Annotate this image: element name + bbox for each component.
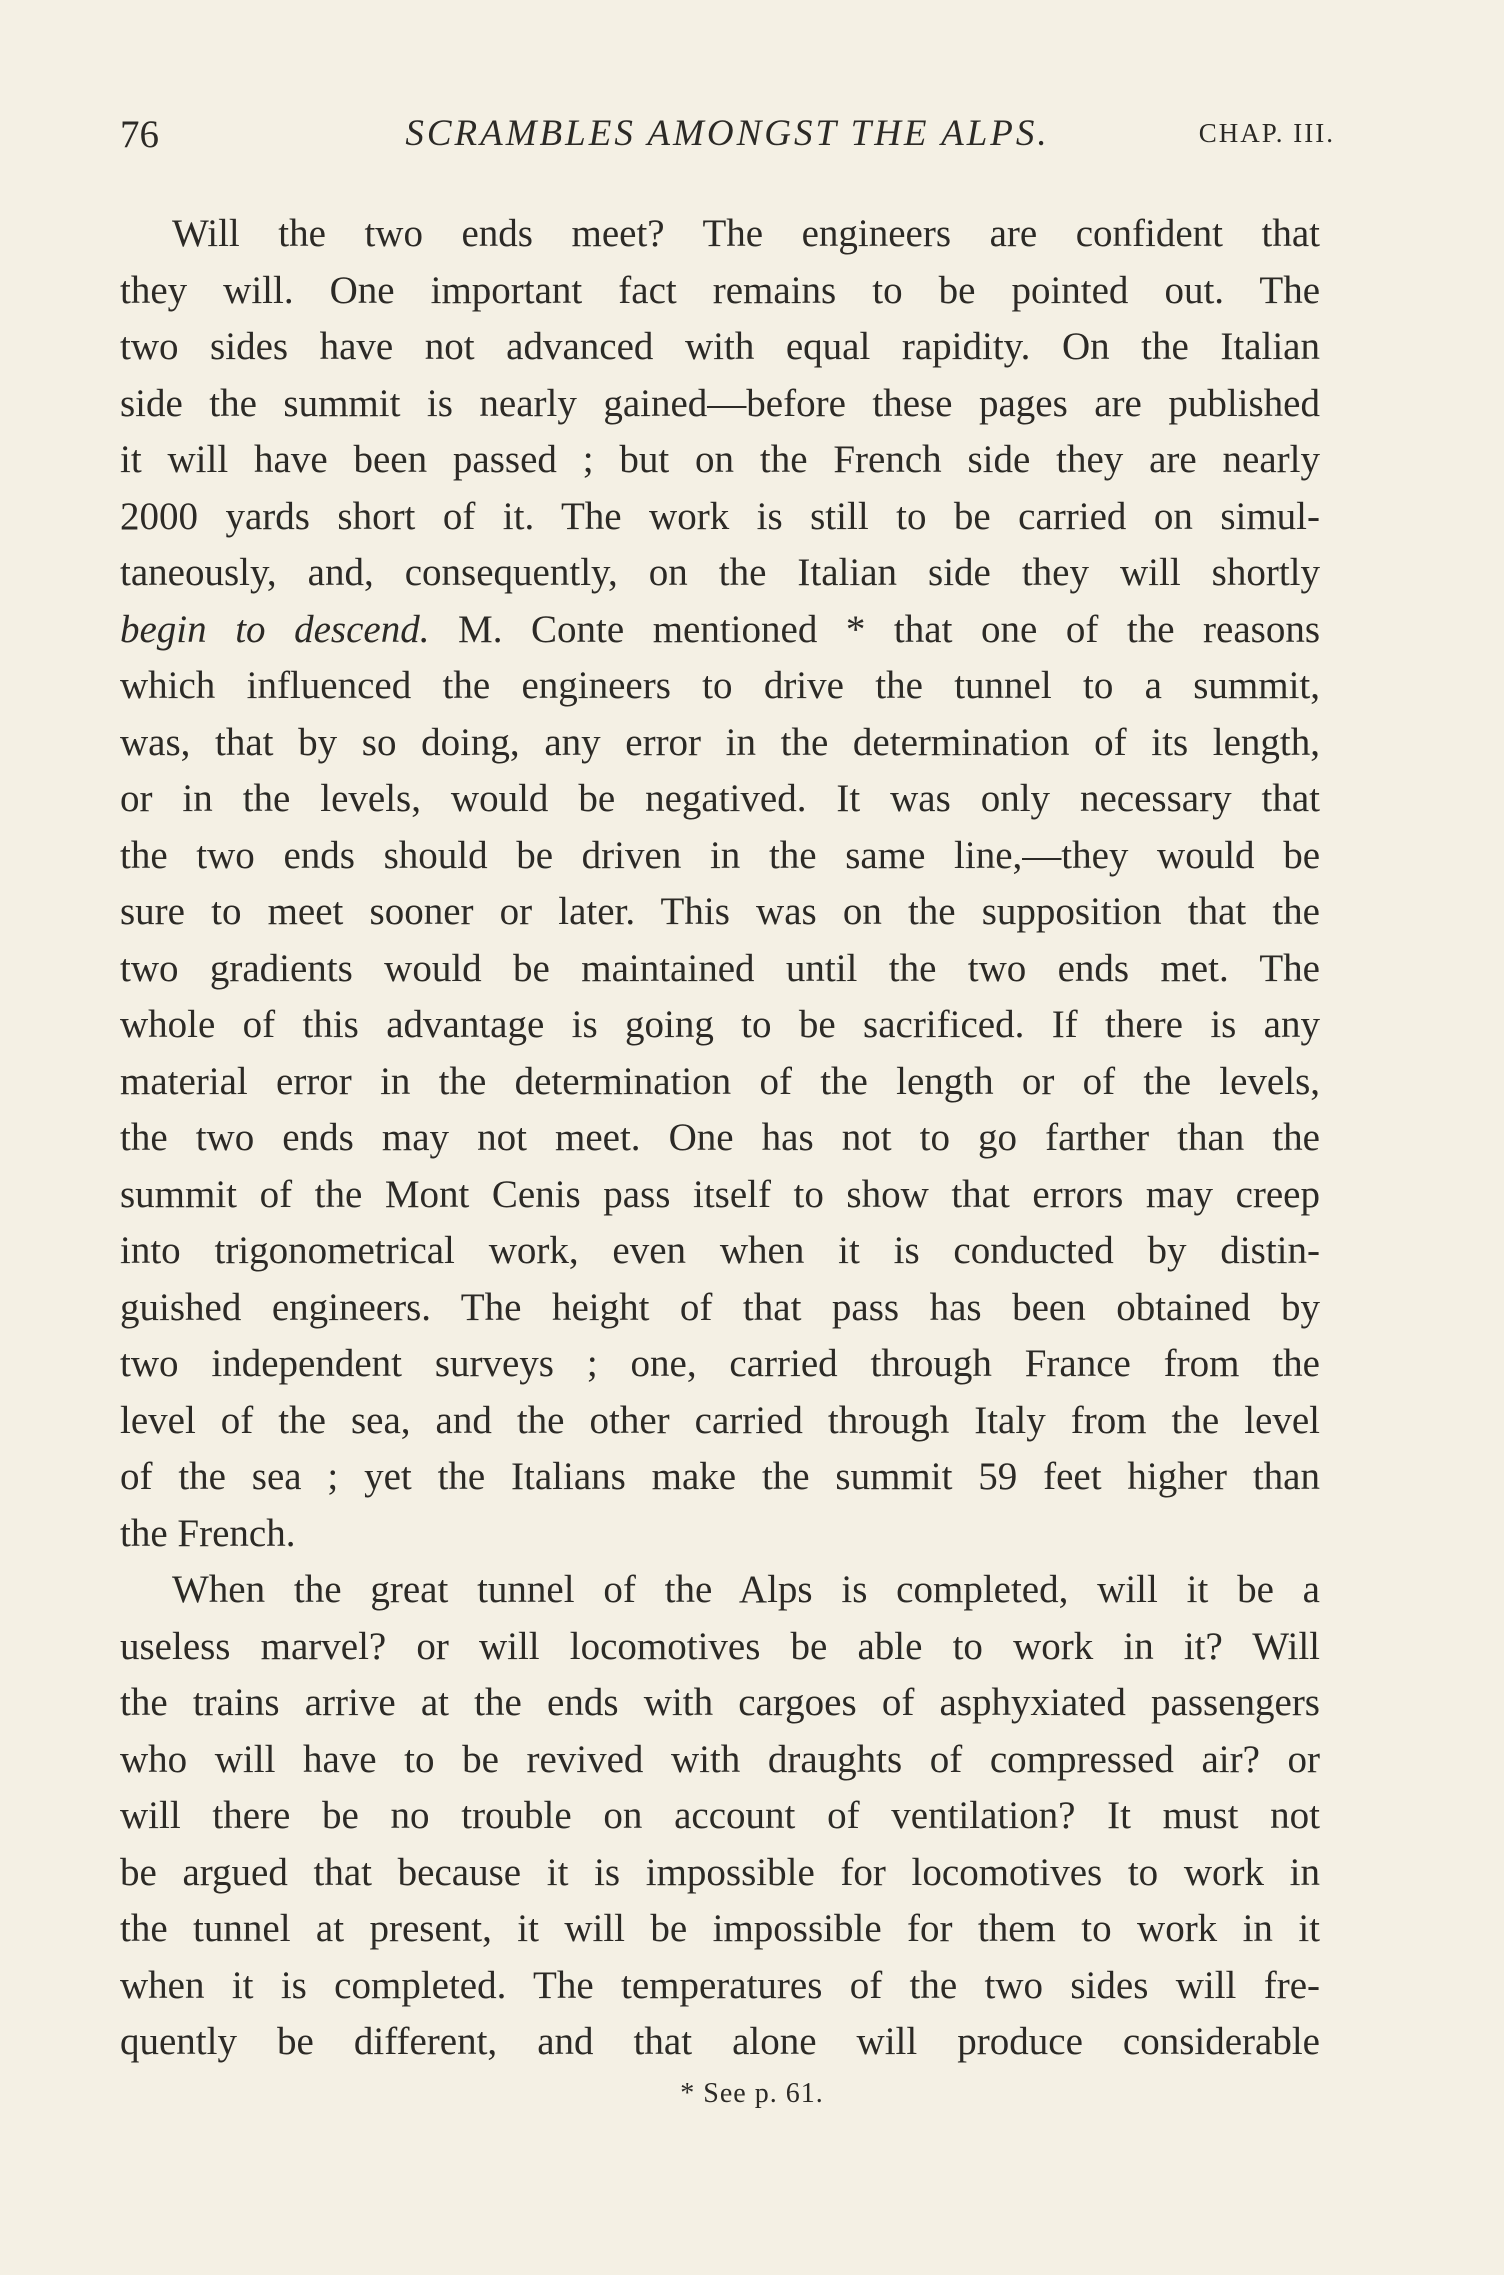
body-text [120, 206, 1320, 2071]
text-line: of the sea ; yet the Italians make the summit 59 feet higher than [120, 1455, 1320, 1498]
text-line: will there be no trouble on account of ventilation? It must not [120, 1794, 1320, 1837]
text-line: level of the sea, and the other carried through Italy from the level [120, 1398, 1320, 1442]
text-line: two gradients would be maintained until the two ends met. The [120, 946, 1320, 990]
text-line: who will have to be revived with draughts of compressed air? or [120, 1737, 1320, 1781]
footnote: * See p. 61. [680, 2078, 824, 2109]
chapter-label: CHAP. III. [1198, 118, 1335, 148]
running-title: SCRAMBLES AMONGST THE ALPS. [405, 113, 1050, 154]
text-line-rest: M. Conte mentioned * that one of the reasons [458, 607, 1321, 651]
text-line: 2000 yards short of it. The work is still to be carried on simul- [120, 494, 1320, 538]
text-line: Will the two ends meet? The engineers are confident that [172, 212, 1320, 255]
text-line [120, 602, 1320, 659]
text-line: they will. One important fact remains to be pointed out. The [120, 268, 1320, 312]
text-line: it will have been passed ; but on the French side they are nearly [120, 438, 1320, 481]
text-line: two independent surveys ; one, carried through France from the [120, 1342, 1320, 1385]
text-line: the French. [120, 1511, 296, 1555]
text-line: quently be different, and that alone will produce considerable [120, 2020, 1320, 2063]
italic-phrase: begin to descend. [120, 607, 430, 651]
text-line: useless marvel? or will locomotives be able to work in it? Will [120, 1624, 1320, 1668]
text-line: guished engineers. The height of that pass has been obtained by [120, 1285, 1320, 1329]
text-line: when it is completed. The temperatures of the two sides will fre- [120, 1963, 1320, 2007]
page-number: 76 [120, 113, 159, 156]
text-line: whole of this advantage is going to be sacrificed. If there is any [120, 1003, 1320, 1046]
text-line: material error in the determination of the length or of the levels, [120, 1059, 1320, 1103]
text-line: was, that by so doing, any error in the determination of its length, [120, 720, 1320, 764]
text-line: be argued that because it is impossible for locomotives to work in [120, 1850, 1320, 1894]
text-line: the trains arrive at the ends with cargoes of asphyxiated passengers [120, 1681, 1320, 1724]
text-line: the two ends may not meet. One has not to go farther than the [120, 1116, 1320, 1159]
text-line: When the great tunnel of the Alps is completed, will it be a [172, 1568, 1320, 1611]
text-line: side the summit is nearly gained—before these pages are published [120, 381, 1320, 425]
text-line: the tunnel at present, it will be impossible for them to work in it [120, 1907, 1320, 1950]
text-line: which influenced the engineers to drive the tunnel to a summit, [120, 664, 1320, 707]
text-line: or in the levels, would be negatived. It was only necessary that [120, 777, 1320, 820]
text-line: into trigonometrical work, even when it is conducted by distin- [120, 1229, 1320, 1272]
page-header [120, 112, 1335, 172]
text-line: sure to meet sooner or later. This was on the supposition that the [120, 890, 1320, 933]
text-line: two sides have not advanced with equal rapidity. On the Italian [120, 325, 1320, 368]
text-line: summit of the Mont Cenis pass itself to show that errors may creep [120, 1172, 1320, 1216]
text-line: taneously, and, consequently, on the Italian side they will shortly [120, 551, 1320, 594]
text-line: the two ends should be driven in the same line,—they would be [120, 833, 1320, 877]
